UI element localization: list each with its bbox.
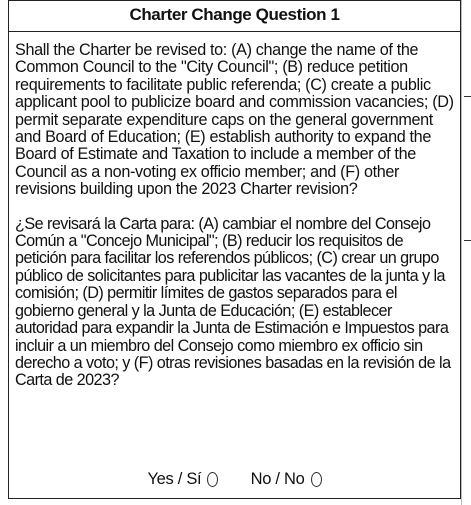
- option-no-oval-icon[interactable]: [311, 472, 322, 487]
- question-text-english: Shall the Charter be revised to: (A) change the name of the Common Council to the "City Council"; (B) reduce petition requirements to facilitate public referenda; (C) create a public applicant pool to publicize board and commission vacancies; (D) permit separate expenditure caps on the general government and Board of Education; (E) establish authority to expand the Board of Estimate and Taxation to include a member of the Council as a non-voting ex officio member; and (F) other revisions building upon the 2023 Charter revision?: [15, 41, 454, 199]
- question-title: Charter Change Question 1: [9, 1, 460, 32]
- ballot-question-box: [8, 0, 461, 499]
- question-body: [9, 32, 460, 390]
- column-rule-mark: [464, 96, 471, 97]
- answer-options: [9, 469, 460, 489]
- option-no-label: No / No: [250, 470, 305, 488]
- question-text-spanish: ¿Se revisará la Carta para: (A) cambiar el nombre del Consejo Común a "Concejo Municipal"; (B) reducir los requisitos de petición para facilitar los referendos públicos; (C) crear un grupo público de solicitantes para publicitar las vacantes de la junta y la comisión; (D) permitir límites de gastos separados para el gobierno general y la Junta de Educación; (E) establecer autoridad para expandir la Junta de Estimación e Impuestos para incluir a un miembro del Consejo como miembro ex officio sin derecho a voto; y (F) otras revisiones basadas en la revisión de la Carta de 2023?: [15, 214, 451, 390]
- option-no[interactable]: [251, 469, 322, 489]
- option-yes-label: Yes / Sí: [147, 470, 202, 488]
- option-yes-oval-icon[interactable]: [207, 472, 218, 487]
- column-divider: [461, 0, 462, 505]
- column-rule-mark: [464, 240, 471, 241]
- option-yes[interactable]: [147, 469, 218, 489]
